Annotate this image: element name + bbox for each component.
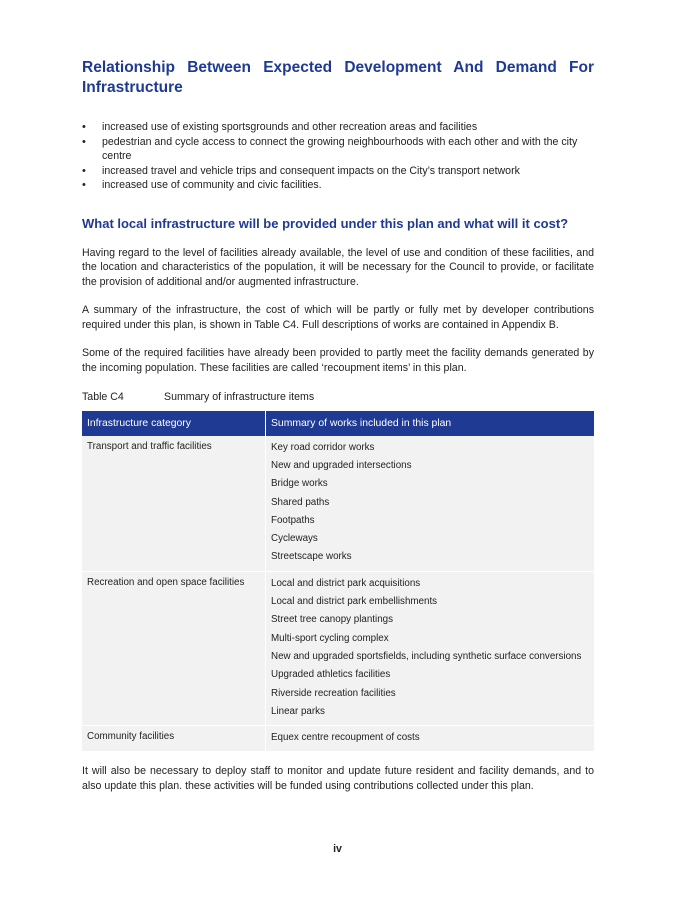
works-item: Upgraded athletics facilities [271, 669, 391, 681]
works-item: Riverside recreation facilities [271, 687, 396, 699]
category-cell: Recreation and open space facilities [82, 571, 266, 725]
category-cell: Transport and traffic facilities [82, 436, 266, 572]
works-item: Key road corridor works [271, 441, 375, 453]
category-cell: Community facilities [82, 726, 266, 752]
closing-paragraph: It will also be necessary to deploy staff to monitor and update future resident and facility demands, and to also update this plan. these activities will be funded using contributions collected under this plan. [82, 765, 594, 792]
table-row [82, 571, 594, 725]
column-header: Summary of works included in this plan [266, 411, 595, 436]
works-item: Local and district park acquisitions [271, 577, 421, 589]
bullet-item: • increased use of existing sportsgrounds and other recreation areas and facilities [82, 120, 594, 135]
works-cell [266, 571, 595, 725]
column-header: Infrastructure category [82, 411, 266, 436]
table-caption-number: Table C4 [82, 390, 124, 403]
paragraph: A summary of the infrastructure, the cost of which will be partly or fully met by developer contributions required under this plan, is shown in Table C4. Full descriptions of works are contained in Appendix B. [82, 304, 594, 331]
works-item: Local and district park embellishments [271, 596, 438, 608]
works-item: Shared paths [271, 496, 330, 508]
document-page [82, 58, 594, 794]
demand-bullet-list [82, 120, 594, 193]
works-item: New and upgraded sportsfields, including synthetic surface conversions [271, 650, 582, 662]
paragraph: Some of the required facilities have already been provided to partly meet the facility demands generated by the incoming population. These facilities are called ‘recoupment items’ in this plan. [82, 347, 594, 375]
subsection-heading: What local infrastructure will be provided under this plan and what will it cost? [82, 215, 569, 231]
works-item: New and upgraded intersections [271, 459, 412, 471]
bullet-item: • increased travel and vehicle trips and consequent impacts on the City’s transport network [82, 164, 594, 179]
works-item: Linear parks [271, 705, 325, 717]
table-row [82, 726, 594, 752]
infrastructure-table [82, 411, 594, 753]
page-number: iv [333, 843, 342, 855]
table-caption-title: Summary of infrastructure items [164, 390, 315, 403]
paragraph: Having regard to the level of facilities already available, the level of use and condition of these facilities, and the location and characteristics of the population, it will be necessary for the Council to provide, or facilitate the provision of additional and/or augmented infrastructure. [82, 246, 594, 288]
bullet-item: • pedestrian and cycle access to connect the growing neighbourhoods with each other and with the city centre [82, 135, 594, 164]
table-caption [82, 390, 594, 404]
works-cell [266, 726, 595, 752]
works-item: Streetscape works [271, 551, 352, 563]
works-item: Street tree canopy plantings [271, 614, 393, 626]
works-item: Bridge works [271, 478, 328, 490]
section-heading: Relationship Between Expected Development And Demand For Infrastructure [82, 59, 594, 96]
works-item: Multi-sport cycling complex [271, 632, 389, 644]
works-item: Footpaths [271, 514, 315, 526]
works-cell [266, 436, 595, 572]
table-row [82, 436, 594, 572]
bullet-item: • increased use of community and civic facilities. [82, 178, 594, 193]
works-item: Cycleways [271, 533, 318, 545]
table-header-row [82, 411, 594, 436]
works-item: Equex centre recoupment of costs [271, 732, 420, 744]
